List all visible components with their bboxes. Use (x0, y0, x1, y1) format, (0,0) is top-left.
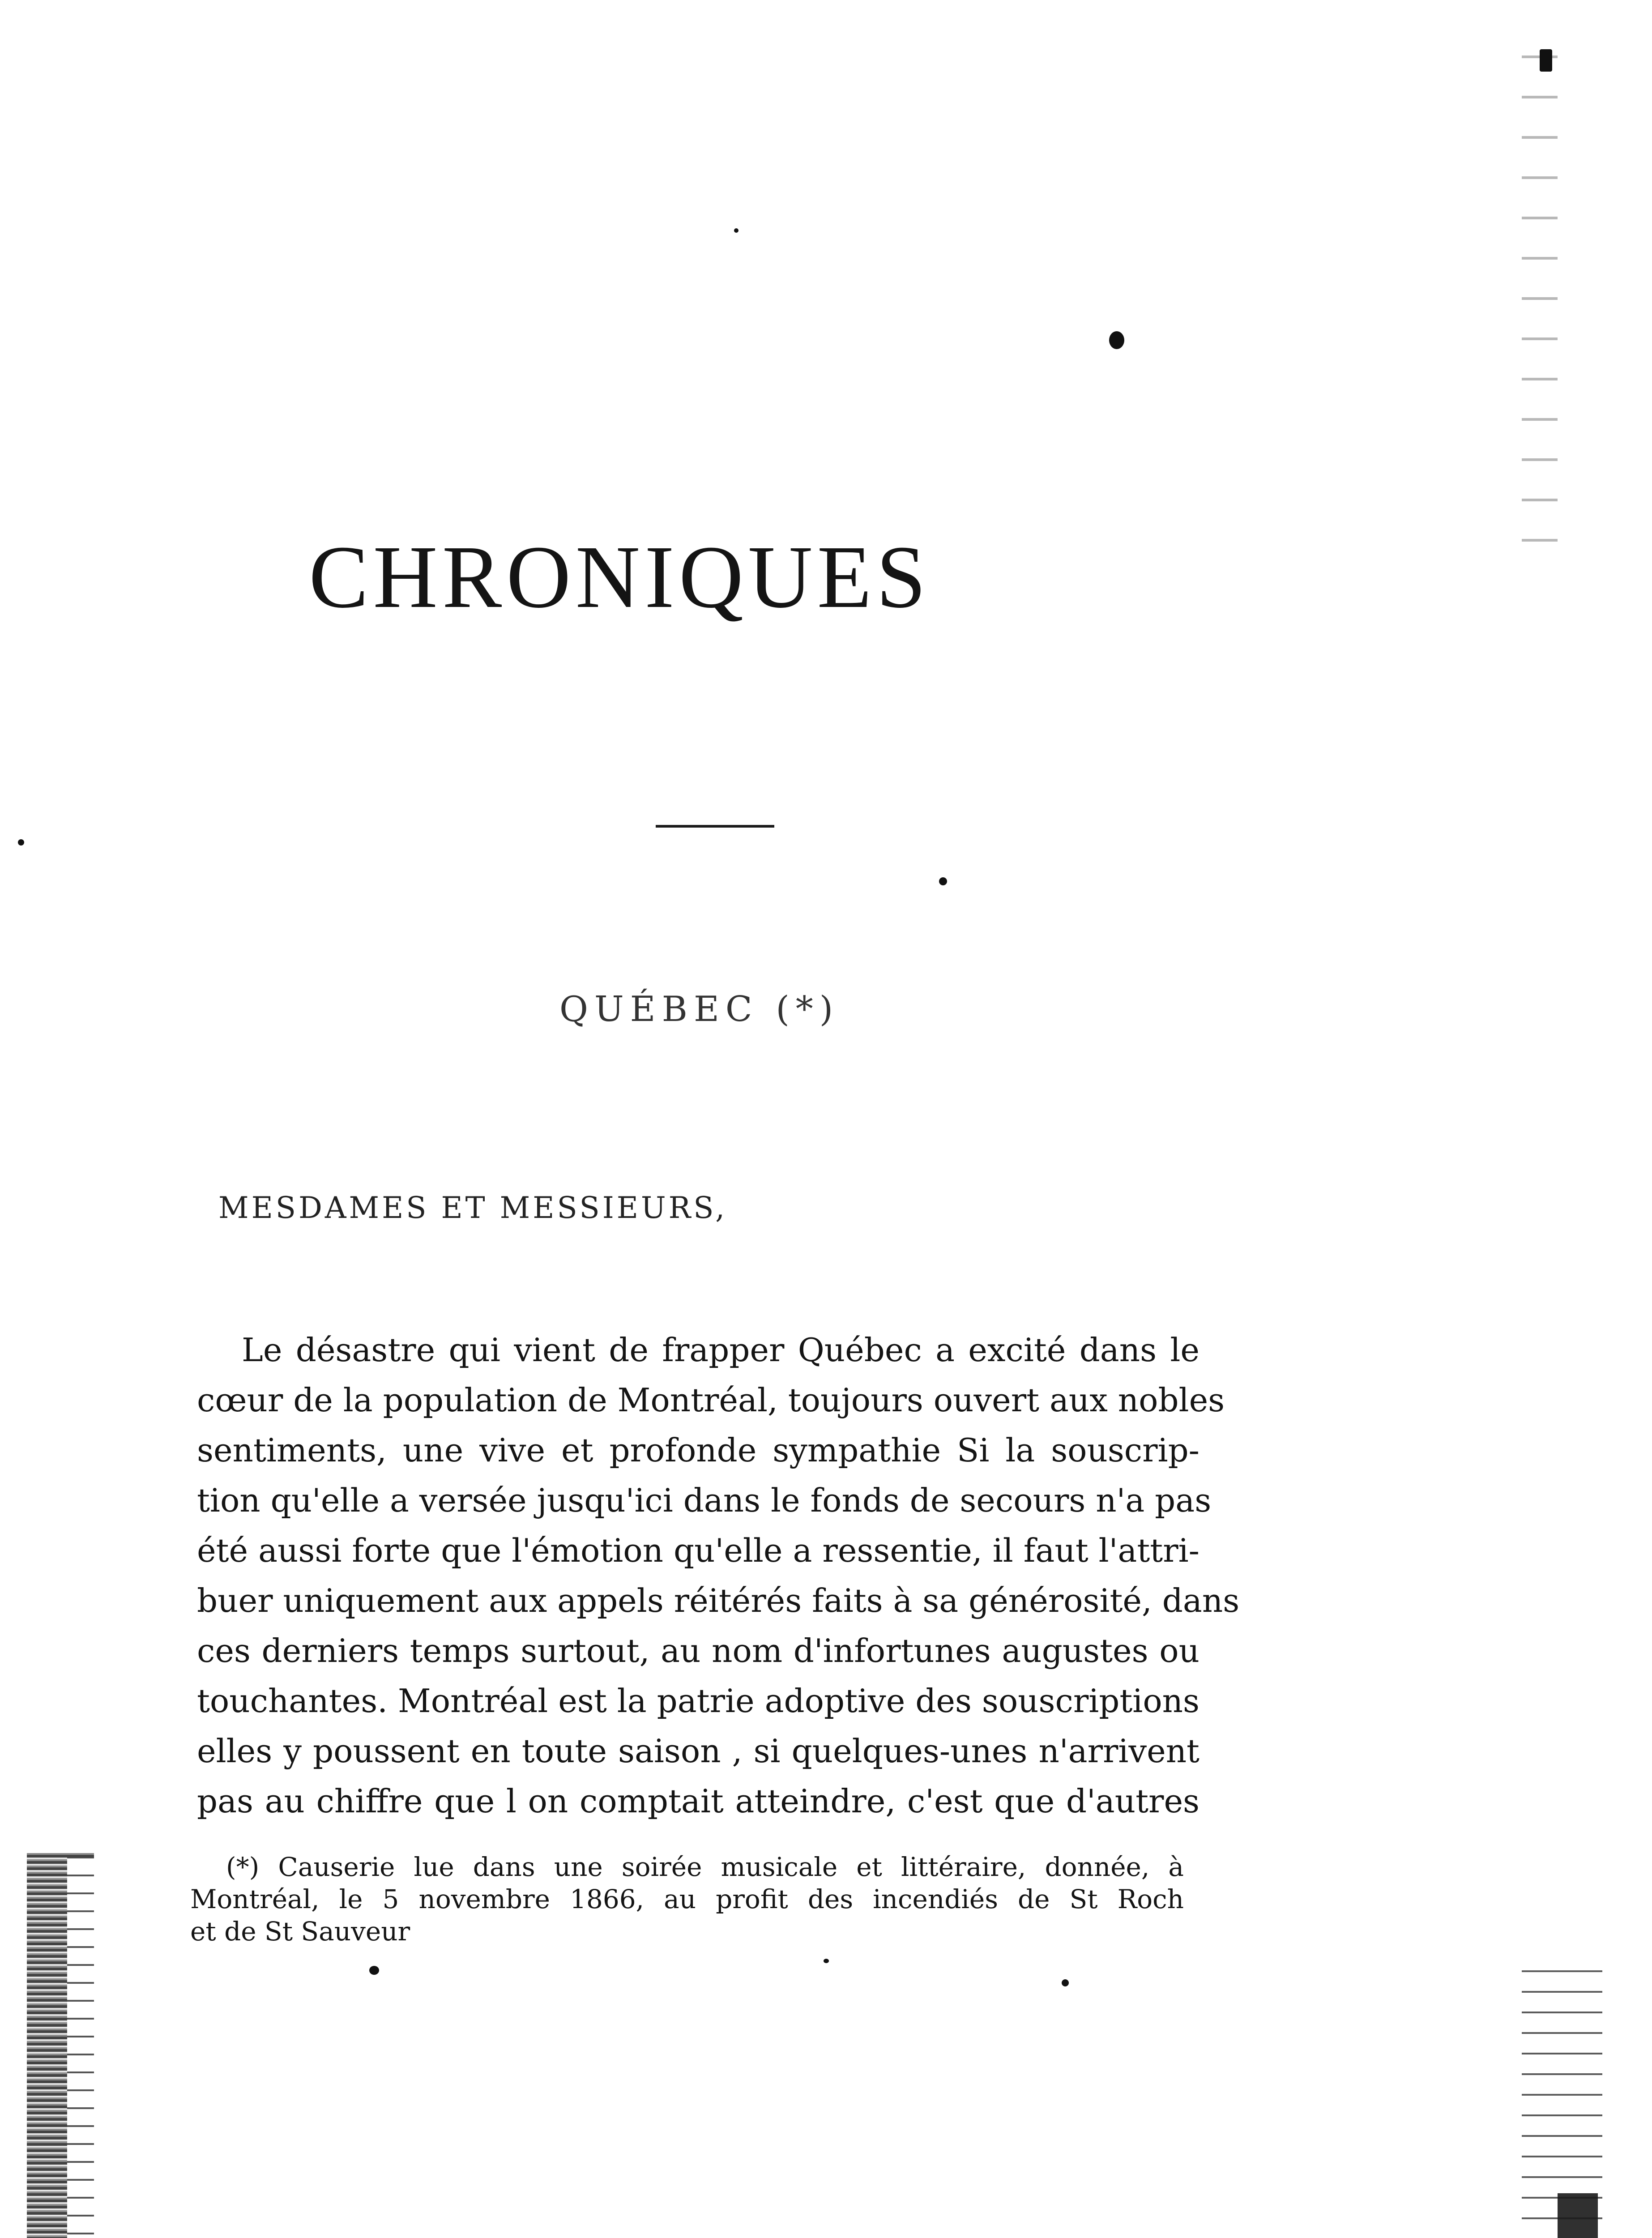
ink-speck (1540, 49, 1552, 72)
body-line: ces derniers temps surtout, au nom d'infortunes augustes ou (197, 1632, 1200, 1670)
salutation: MESDAMES ET MESSIEURS, (218, 1191, 728, 1225)
title-rule (656, 825, 774, 828)
ink-speck (824, 1959, 829, 1963)
ink-speck (734, 228, 738, 233)
body-line: touchantes. Montréal est la patrie adoptive des souscriptions (197, 1682, 1200, 1720)
ink-speck (1062, 1979, 1069, 1986)
body-line: tion qu'elle a versée jusqu'ici dans le fonds de secours n'a pas (197, 1482, 1212, 1519)
body-line: été aussi forte que l'émotion qu'elle a ressentie, il faut l'attri- (197, 1532, 1200, 1569)
page-title: CHRONIQUES (309, 528, 931, 627)
body-line: buer uniquement aux appels réitérés faits à sa générosité, dans (197, 1582, 1240, 1619)
body-line: elles y poussent en toute saison , si quelques-unes n'arrivent (197, 1732, 1200, 1770)
body-line: pas au chiffre que l on comptait atteindre, c'est que d'autres (197, 1782, 1200, 1820)
footnote-line: (*) Causerie lue dans une soirée musicale et littéraire, donnée, à (226, 1852, 1184, 1882)
footnote (190, 1851, 1184, 1948)
footnote-line: et de St Sauveur (190, 1916, 410, 1947)
footnote-line: Montréal, le 5 novembre 1866, au profit des incendiés de St Roch (190, 1884, 1184, 1914)
section-title: QUÉBEC (*) (559, 989, 840, 1029)
scan-edge-right-dark (1558, 2193, 1598, 2238)
ink-speck (369, 1966, 379, 1975)
body-line: Le désastre qui vient de frapper Québec a excité dans le (242, 1331, 1200, 1369)
body-line: sentiments, une vive et profonde sympathie Si la souscrip- (197, 1431, 1200, 1469)
body-line: cœur de la population de Montréal, toujours ouvert aux nobles (197, 1381, 1225, 1419)
ink-speck (18, 839, 24, 846)
scan-edge-right (1522, 45, 1558, 560)
body-paragraph (197, 1325, 1240, 1826)
ink-speck (1109, 331, 1124, 349)
ink-speck (939, 877, 947, 885)
scan-edge-left-inner (67, 1858, 94, 2238)
